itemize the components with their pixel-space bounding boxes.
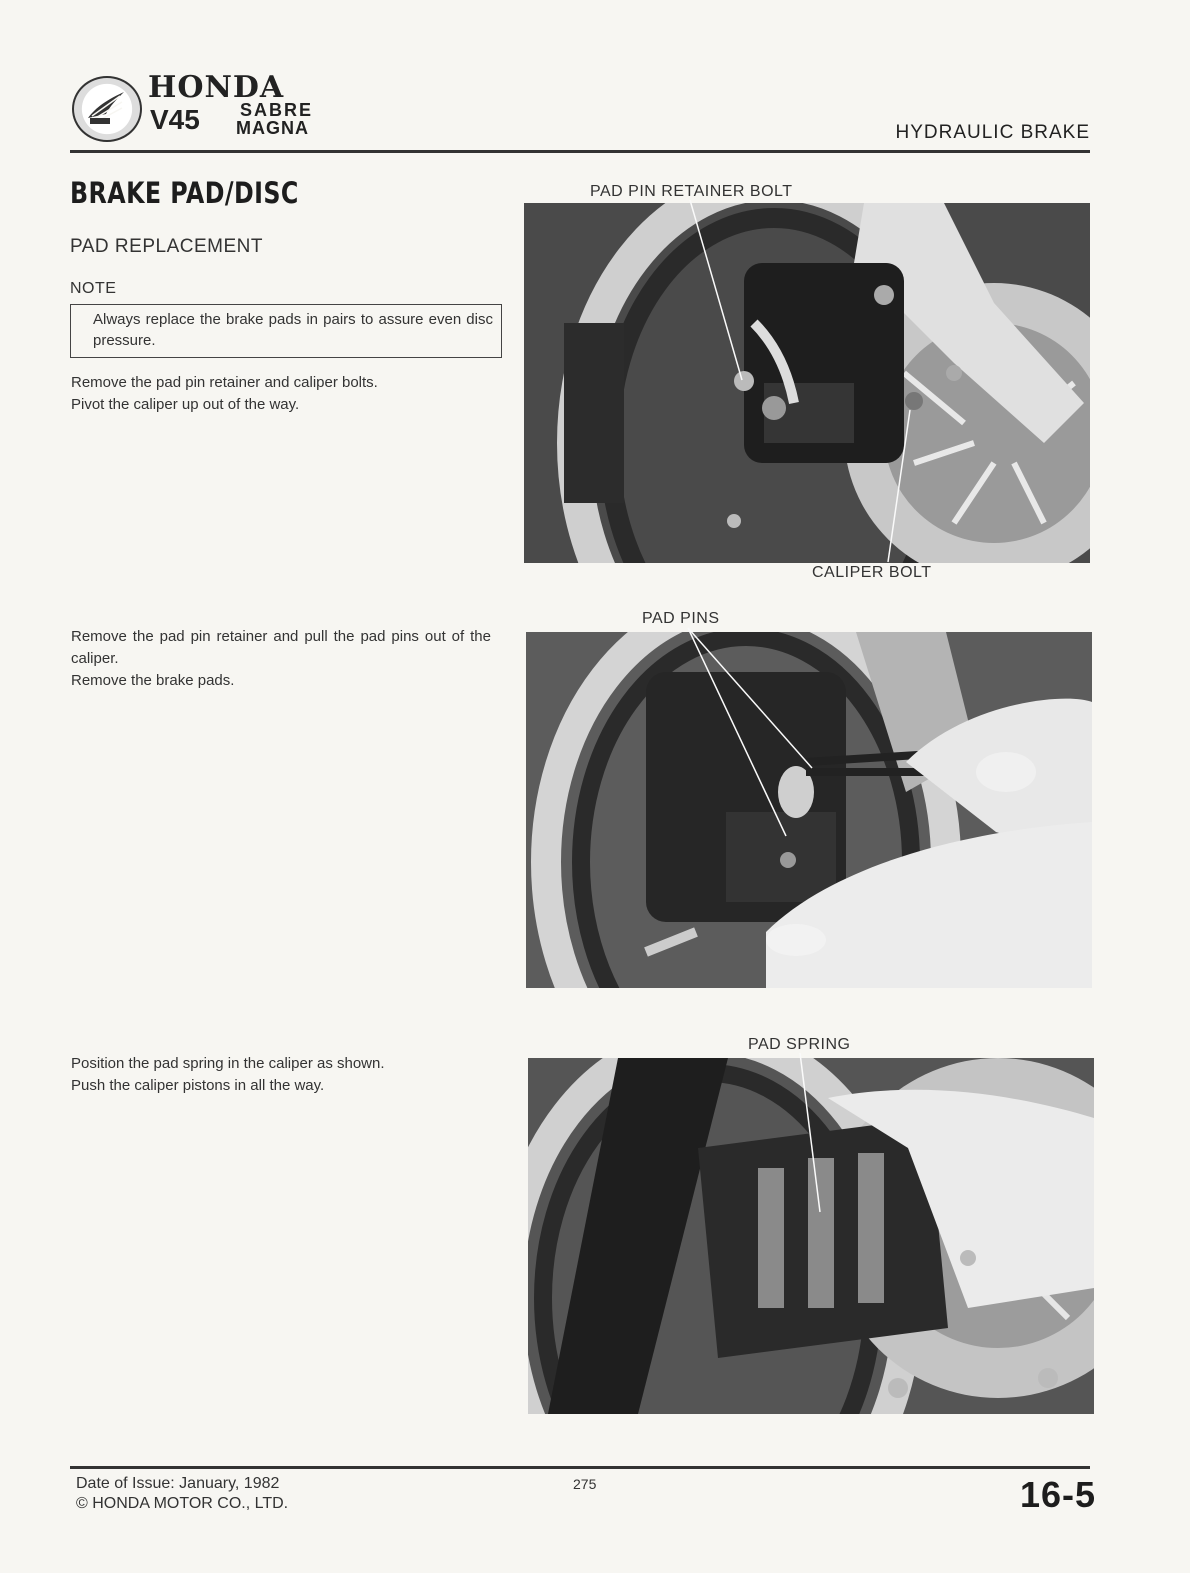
wing-logo-icon — [84, 88, 128, 126]
label-pad-spring: PAD SPRING — [748, 1036, 851, 1053]
step-3-line-2: Push the caliper pistons in all the way. — [71, 1077, 325, 1094]
step-1-line-2: Pivot the caliper up out of the way. — [71, 396, 300, 413]
page-number: 16-5 — [1019, 1474, 1096, 1515]
note-text: Always replace the brake pads in pairs to assure even disc pressure. — [93, 311, 493, 349]
note-box — [70, 304, 502, 358]
section-title: HYDRAULIC BRAKE — [895, 122, 1090, 143]
issue-info — [76, 1474, 288, 1514]
brand-name: HONDA — [148, 70, 285, 105]
photo-caliper-bolts — [524, 203, 1090, 563]
variant-magna: MAGNA — [236, 118, 309, 138]
page-title: BRAKE PAD/DISC — [70, 176, 299, 210]
step-1-text — [71, 372, 491, 416]
photo-pad-pins — [526, 632, 1092, 988]
copyright: © HONDA MOTOR CO., LTD. — [76, 1495, 289, 1512]
sequence-number: 275 — [573, 1476, 597, 1492]
photo-pad-spring — [528, 1058, 1094, 1414]
variant-sabre: SABRE — [240, 100, 314, 120]
issue-date: Date of Issue: January, 1982 — [76, 1475, 280, 1492]
step-2-line-1: Remove the pad pin retainer and pull the pad pins out of the caliper. — [71, 628, 491, 667]
step-1-line-1: Remove the pad pin retainer and caliper bolts. — [71, 374, 378, 391]
header-divider — [70, 150, 1090, 153]
step-3-text — [71, 1053, 491, 1097]
footer-divider — [70, 1466, 1090, 1469]
label-pad-pin-retainer-bolt: PAD PIN RETAINER BOLT — [590, 183, 793, 200]
step-2-line-2: Remove the brake pads. — [71, 672, 235, 689]
note-label: NOTE — [70, 280, 117, 297]
step-2-text — [71, 626, 491, 692]
label-caliper-bolt: CALIPER BOLT — [812, 564, 932, 581]
procedure-subtitle: PAD REPLACEMENT — [70, 236, 263, 257]
step-3-line-1: Position the pad spring in the caliper as shown. — [71, 1055, 385, 1072]
model-name: V45 — [150, 104, 200, 135]
label-pad-pins: PAD PINS — [642, 610, 720, 627]
